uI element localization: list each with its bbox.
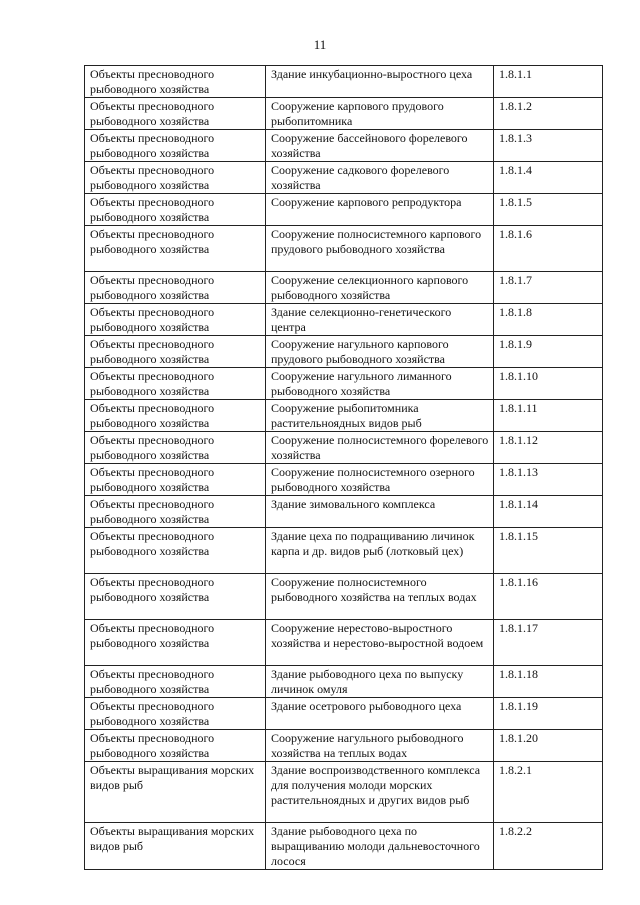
table-row bbox=[85, 620, 603, 666]
object-cell: Сооружение селекционного карпового рыбоводного хозяйства bbox=[266, 272, 494, 304]
code-cell: 1.8.1.6 bbox=[494, 226, 603, 272]
code-cell: 1.8.1.1 bbox=[494, 66, 603, 98]
category-cell: Объекты пресноводного рыбоводного хозяйства bbox=[85, 464, 266, 496]
code-cell: 1.8.1.5 bbox=[494, 194, 603, 226]
object-cell: Сооружение полносистемного форелевого хозяйства bbox=[266, 432, 494, 464]
category-cell: Объекты пресноводного рыбоводного хозяйства bbox=[85, 130, 266, 162]
code-cell: 1.8.1.2 bbox=[494, 98, 603, 130]
object-cell: Здание рыбоводного цеха по выращиванию молоди дальневосточного лосося bbox=[266, 823, 494, 870]
category-cell: Объекты пресноводного рыбоводного хозяйства bbox=[85, 98, 266, 130]
table-row bbox=[85, 400, 603, 432]
category-cell: Объекты пресноводного рыбоводного хозяйства bbox=[85, 620, 266, 666]
object-cell: Сооружение полносистемного карпового прудового рыбоводного хозяйства bbox=[266, 226, 494, 272]
code-cell: 1.8.1.17 bbox=[494, 620, 603, 666]
object-cell: Сооружение нагульного рыбоводного хозяйства на теплых водах bbox=[266, 730, 494, 762]
code-cell: 1.8.1.16 bbox=[494, 574, 603, 620]
code-cell: 1.8.1.15 bbox=[494, 528, 603, 574]
category-cell: Объекты пресноводного рыбоводного хозяйства bbox=[85, 574, 266, 620]
category-cell: Объекты пресноводного рыбоводного хозяйства bbox=[85, 194, 266, 226]
object-cell: Сооружение нагульного лиманного рыбоводного хозяйства bbox=[266, 368, 494, 400]
category-cell: Объекты пресноводного рыбоводного хозяйства bbox=[85, 368, 266, 400]
table-row bbox=[85, 66, 603, 98]
code-cell: 1.8.1.20 bbox=[494, 730, 603, 762]
table-row bbox=[85, 730, 603, 762]
object-cell: Здание осетрового рыбоводного цеха bbox=[266, 698, 494, 730]
category-cell: Объекты пресноводного рыбоводного хозяйства bbox=[85, 304, 266, 336]
table-row bbox=[85, 272, 603, 304]
category-cell: Объекты выращивания морских видов рыб bbox=[85, 823, 266, 870]
table-row bbox=[85, 226, 603, 272]
table-row bbox=[85, 666, 603, 698]
category-cell: Объекты пресноводного рыбоводного хозяйства bbox=[85, 66, 266, 98]
table-row bbox=[85, 528, 603, 574]
table-row bbox=[85, 162, 603, 194]
category-cell: Объекты пресноводного рыбоводного хозяйства bbox=[85, 698, 266, 730]
code-cell: 1.8.2.2 bbox=[494, 823, 603, 870]
object-cell: Сооружение рыбопитомника растительноядных видов рыб bbox=[266, 400, 494, 432]
object-cell: Здание селекционно-генетического центра bbox=[266, 304, 494, 336]
code-cell: 1.8.1.9 bbox=[494, 336, 603, 368]
category-cell: Объекты выращивания морских видов рыб bbox=[85, 762, 266, 823]
category-cell: Объекты пресноводного рыбоводного хозяйства bbox=[85, 336, 266, 368]
table-body bbox=[85, 66, 603, 870]
category-cell: Объекты пресноводного рыбоводного хозяйства bbox=[85, 272, 266, 304]
object-cell: Сооружение нерестово-выростного хозяйства и нерестово-выростной водоем bbox=[266, 620, 494, 666]
code-cell: 1.8.1.13 bbox=[494, 464, 603, 496]
table-row bbox=[85, 496, 603, 528]
object-cell: Здание цеха по подращиванию личинок карпа и др. видов рыб (лотковый цех) bbox=[266, 528, 494, 574]
code-cell: 1.8.1.8 bbox=[494, 304, 603, 336]
page-number: 11 bbox=[313, 37, 327, 52]
category-cell: Объекты пресноводного рыбоводного хозяйства bbox=[85, 730, 266, 762]
category-cell: Объекты пресноводного рыбоводного хозяйства bbox=[85, 400, 266, 432]
category-cell: Объекты пресноводного рыбоводного хозяйства bbox=[85, 666, 266, 698]
table-row bbox=[85, 432, 603, 464]
object-cell: Сооружение карпового прудового рыбопитомника bbox=[266, 98, 494, 130]
object-cell: Сооружение нагульного карпового прудового рыбоводного хозяйства bbox=[266, 336, 494, 368]
category-cell: Объекты пресноводного рыбоводного хозяйства bbox=[85, 496, 266, 528]
code-cell: 1.8.1.11 bbox=[494, 400, 603, 432]
category-cell: Объекты пресноводного рыбоводного хозяйства bbox=[85, 226, 266, 272]
table-row bbox=[85, 574, 603, 620]
code-cell: 1.8.1.10 bbox=[494, 368, 603, 400]
table-row bbox=[85, 464, 603, 496]
object-cell: Сооружение полносистемного рыбоводного хозяйства на теплых водах bbox=[266, 574, 494, 620]
object-cell: Здание воспроизводственного комплекса для получения молоди морских растительноядных и других видов рыб bbox=[266, 762, 494, 823]
code-cell: 1.8.1.14 bbox=[494, 496, 603, 528]
object-cell: Сооружение полносистемного озерного рыбоводного хозяйства bbox=[266, 464, 494, 496]
code-cell: 1.8.1.7 bbox=[494, 272, 603, 304]
object-cell: Здание рыбоводного цеха по выпуску личинок омуля bbox=[266, 666, 494, 698]
table-row bbox=[85, 336, 603, 368]
object-cell: Здание зимовального комплекса bbox=[266, 496, 494, 528]
table-row bbox=[85, 823, 603, 870]
object-cell: Сооружение садкового форелевого хозяйства bbox=[266, 162, 494, 194]
code-cell: 1.8.2.1 bbox=[494, 762, 603, 823]
object-cell: Сооружение бассейнового форелевого хозяйства bbox=[266, 130, 494, 162]
table-row bbox=[85, 98, 603, 130]
object-cell: Сооружение карпового репродуктора bbox=[266, 194, 494, 226]
table-row bbox=[85, 304, 603, 336]
code-cell: 1.8.1.12 bbox=[494, 432, 603, 464]
table-row bbox=[85, 698, 603, 730]
category-cell: Объекты пресноводного рыбоводного хозяйства bbox=[85, 162, 266, 194]
category-cell: Объекты пресноводного рыбоводного хозяйства bbox=[85, 528, 266, 574]
facility-codes-table bbox=[84, 65, 603, 870]
object-cell: Здание инкубационно-выростного цеха bbox=[266, 66, 494, 98]
table-row bbox=[85, 130, 603, 162]
table-row bbox=[85, 368, 603, 400]
table-row bbox=[85, 762, 603, 823]
code-cell: 1.8.1.4 bbox=[494, 162, 603, 194]
code-cell: 1.8.1.18 bbox=[494, 666, 603, 698]
code-cell: 1.8.1.3 bbox=[494, 130, 603, 162]
table-row bbox=[85, 194, 603, 226]
category-cell: Объекты пресноводного рыбоводного хозяйства bbox=[85, 432, 266, 464]
code-cell: 1.8.1.19 bbox=[494, 698, 603, 730]
